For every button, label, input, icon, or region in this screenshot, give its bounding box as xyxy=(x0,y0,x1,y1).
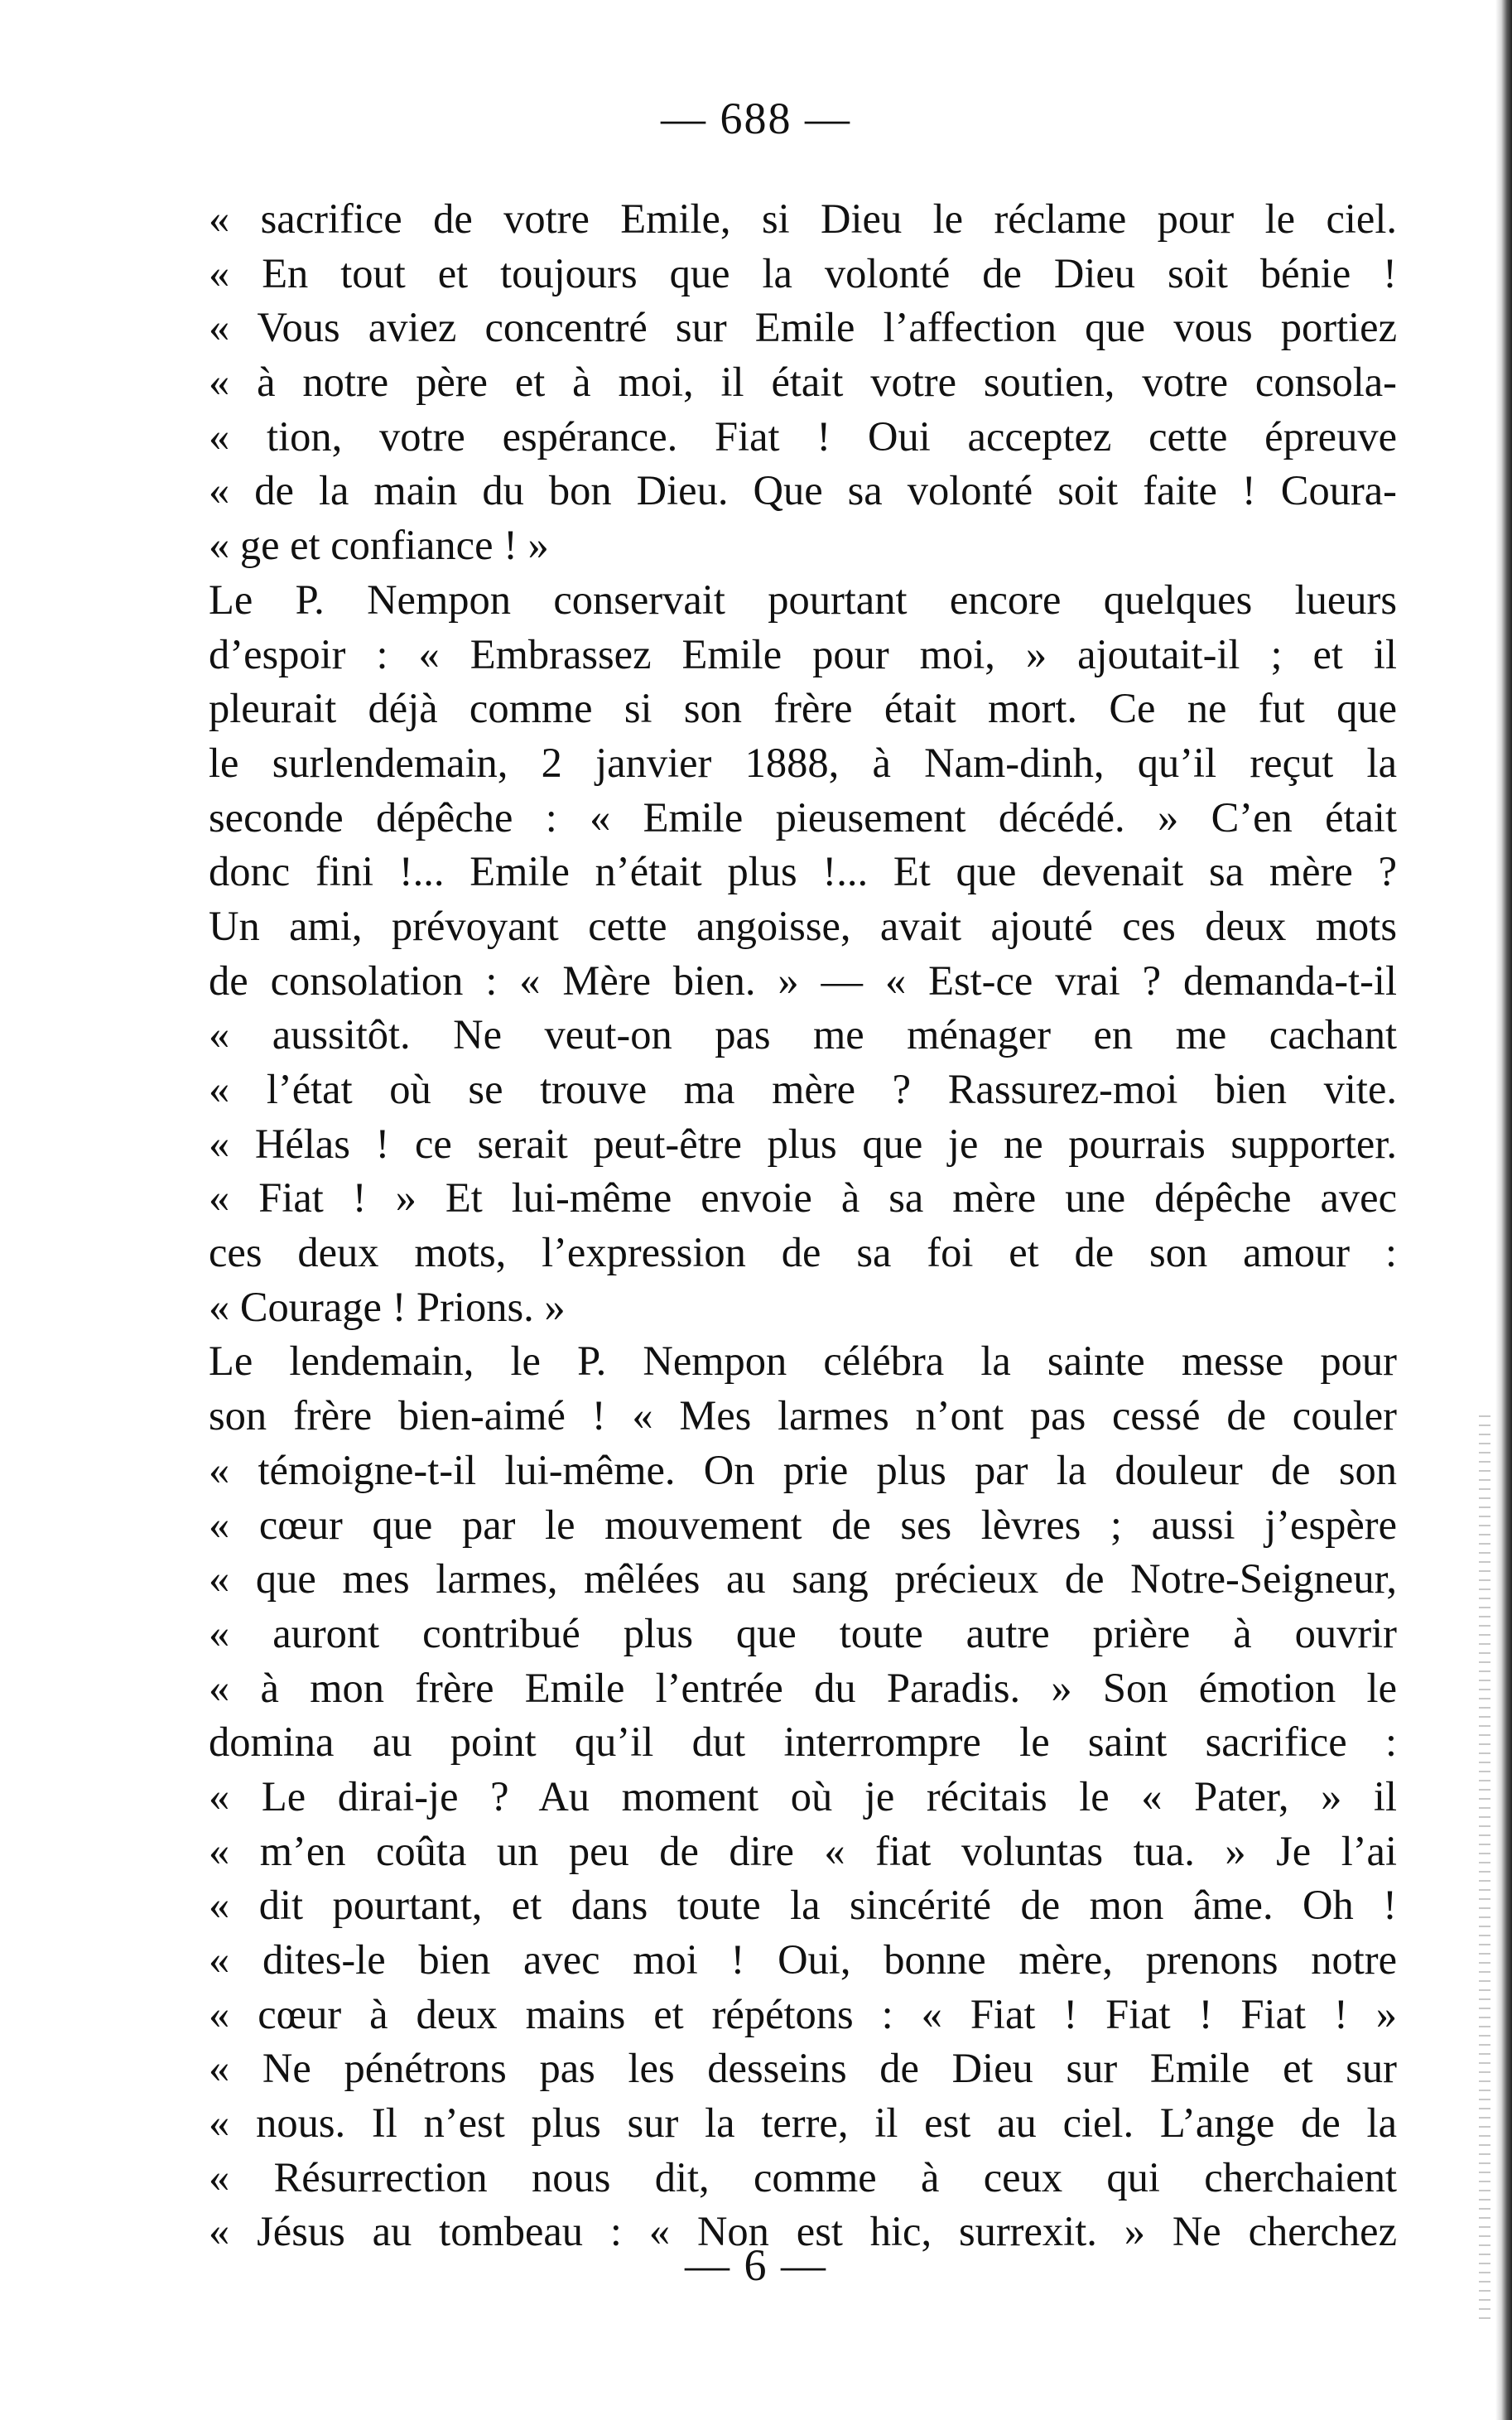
text-line: « à notre père et à moi, il était votre soutien, votre consola- xyxy=(209,359,1397,406)
text-line: « Jésus au tombeau : « Non est hic, surrexit. » Ne cherchez xyxy=(209,2208,1397,2255)
signature-mark: — 6 — xyxy=(685,2240,827,2290)
text-line: « Ne pénétrons pas les desseins de Dieu sur Emile et sur xyxy=(209,2045,1397,2092)
text-line: de consolation : « Mère bien. » — « Est-ce vrai ? demanda-t-il xyxy=(209,957,1397,1004)
page-number: — 688 — xyxy=(661,94,851,143)
binding-speckle xyxy=(1479,1408,1490,2319)
text-line: le surlendemain, 2 janvier 1888, à Nam-dinh, qu’il reçut la xyxy=(209,739,1397,786)
paragraph-start: Le P. Nempon conservait pourtant encore quelques lueurs xyxy=(209,576,1397,623)
text-line: « Hélas ! ce serait peut-être plus que je ne pourrais supporter. xyxy=(209,1120,1397,1167)
text-line: « Courage ! Prions. » xyxy=(209,1283,566,1330)
text-line: « dit pourtant, et dans toute la sincérité de mon âme. Oh ! xyxy=(209,1882,1397,1929)
binding-edge xyxy=(1495,0,1512,2420)
text-line: seconde dépêche : « Emile pieusement décédé. » C’en était xyxy=(209,793,1397,841)
text-line: son frère bien-aimé ! « Mes larmes n’ont pas cessé de couler xyxy=(209,1392,1397,1439)
text-line: « Le dirai-je ? Au moment où je récitais le « Pater, » il xyxy=(209,1772,1397,1820)
text-line: « Vous aviez concentré sur Emile l’affection que vous portiez xyxy=(209,304,1397,351)
text-line: « à mon frère Emile l’entrée du Paradis. » Son émotion le xyxy=(209,1664,1397,1711)
text-line: « Résurrection nous dit, comme à ceux qui cherchaient xyxy=(209,2153,1397,2201)
text-line: domina au point qu’il dut interrompre le saint sacrifice : xyxy=(209,1719,1397,1766)
text-line: « Fiat ! » Et lui-même envoie à sa mère une dépêche avec xyxy=(209,1174,1397,1222)
text-line: « ge et confiance ! » xyxy=(209,522,549,569)
text-line: « que mes larmes, mêlées au sang précieux de Notre-Seigneur, xyxy=(209,1555,1397,1603)
text-line: « En tout et toujours que la volonté de Dieu soit bénie ! xyxy=(209,249,1397,296)
text-line: donc fini !... Emile n’était plus !... Et que devenait sa mère ? xyxy=(209,848,1397,895)
text-line: « auront contribué plus que toute autre prière à ouvrir xyxy=(209,1609,1397,1656)
text-line: « cœur à deux mains et répétons : « Fiat ! Fiat ! Fiat ! » xyxy=(209,1990,1397,2037)
text-line: d’espoir : « Embrassez Emile pour moi, » ajoutait-il ; et il xyxy=(209,630,1397,677)
text-line: « dites-le bien avec moi ! Oui, bonne mère, prenons notre xyxy=(209,1936,1397,1983)
text-line: « témoigne-t-il lui-même. On prie plus par la douleur de son xyxy=(209,1446,1397,1493)
text-line: pleurait déjà comme si son frère était mort. Ce ne fut que xyxy=(209,685,1397,732)
body-text xyxy=(209,192,1397,2259)
text-line: ces deux mots, l’expression de sa foi et de son amour : xyxy=(209,1229,1397,1276)
text-line: « cœur que par le mouvement de ses lèvres ; aussi j’espère xyxy=(209,1501,1397,1548)
text-line: « l’état où se trouve ma mère ? Rassurez-moi bien vite. xyxy=(209,1066,1397,1112)
text-line: Un ami, prévoyant cette angoisse, avait ajouté ces deux mots xyxy=(209,902,1397,949)
text-line: « sacrifice de votre Emile, si Dieu le réclame pour le ciel. xyxy=(209,195,1397,242)
paragraph-start: Le lendemain, le P. Nempon célébra la sainte messe pour xyxy=(209,1338,1397,1385)
text-line: « tion, votre espérance. Fiat ! Oui acceptez cette épreuve xyxy=(209,412,1397,460)
text-line: « nous. Il n’est plus sur la terre, il est au ciel. L’ange de la xyxy=(209,2099,1397,2147)
text-line: « de la main du bon Dieu. Que sa volonté soit faite ! Coura- xyxy=(209,467,1397,514)
text-line: « m’en coûta un peu de dire « fiat voluntas tua. » Je l’ai xyxy=(209,1827,1397,1874)
text-line: « aussitôt. Ne veut-on pas me ménager en me cachant xyxy=(209,1011,1397,1058)
